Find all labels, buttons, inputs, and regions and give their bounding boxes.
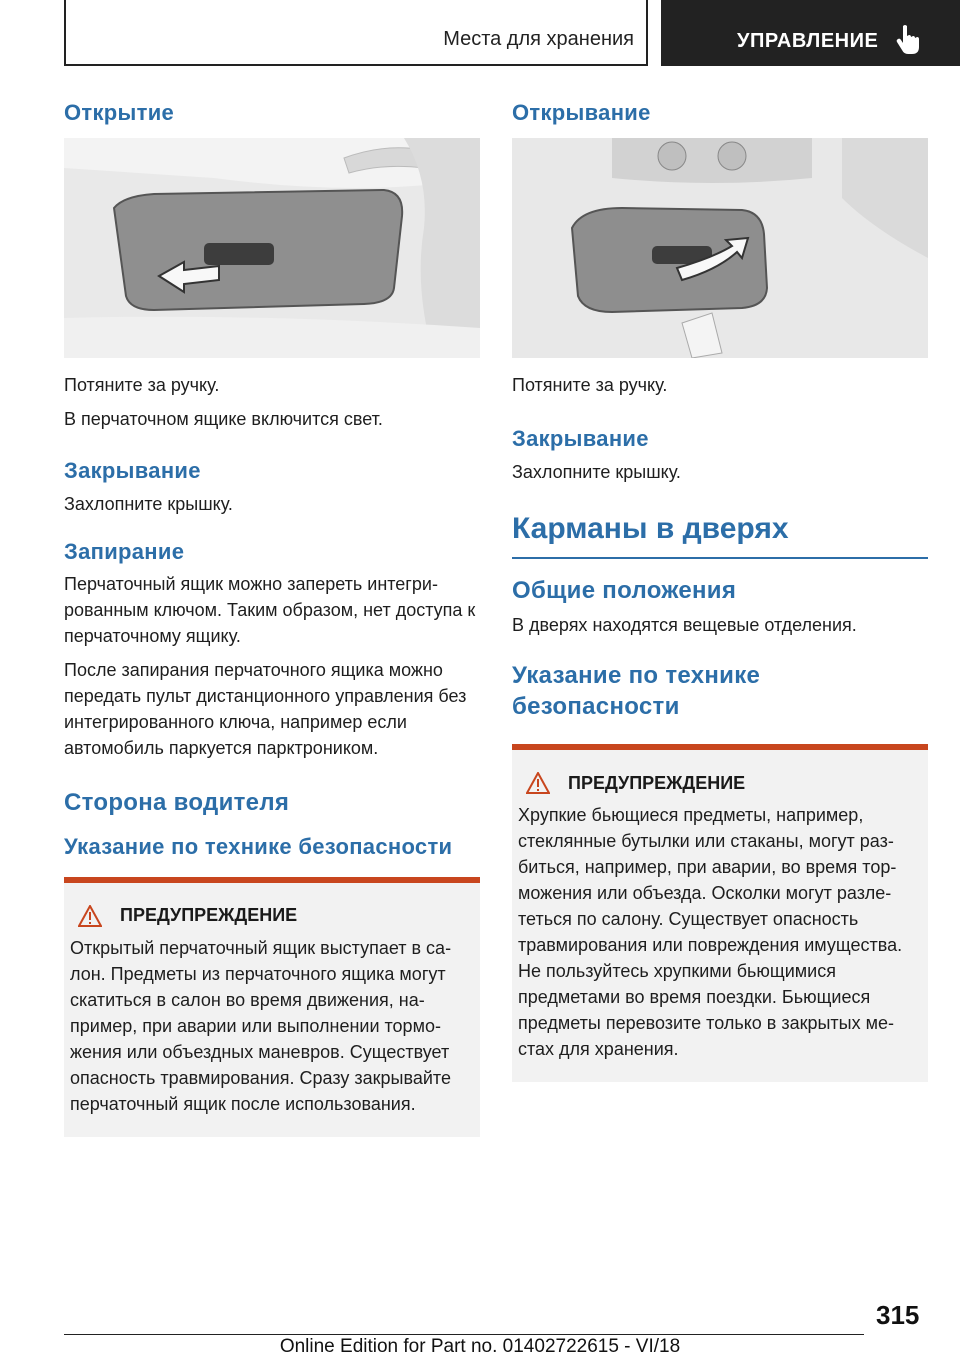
text-close-lid: Захлопните крышку. — [64, 493, 233, 514]
heading-closing-driver: Закрывание — [512, 426, 649, 452]
hand-pointer-icon — [895, 24, 921, 54]
warning-text-doors: Хрупкие бьющиеся предметы, например, стеклянные бутылки или стаканы, могут разбиться, например, при аварии, во время торможения или объезда. Осколки могут разлететься по салону. Существует опасность травмирования или повреждения имущества. Не пользуйтесь хрупкими бьющимися предметами во время поездки. Бьющиеся предметы перевозите только в закрытых местах для хранения. — [518, 805, 903, 1060]
heading-closing: Закрывание — [64, 458, 201, 484]
text-close-lid-driver: Захлопните крышку. — [512, 461, 681, 482]
warning-title-doors: ПРЕДУПРЕЖДЕНИЕ — [568, 772, 746, 793]
left-column — [64, 100, 480, 1137]
text-light-on: В перчаточном ящике включится свет. — [64, 409, 383, 430]
driver-compartment-photo — [512, 138, 928, 358]
right-column — [512, 100, 928, 1082]
header-section-title: Места для хранения — [443, 28, 634, 50]
heading-opening: Открытие — [64, 100, 175, 125]
footer-edition: Online Edition for Part no. 01402722615 - VI/18 — [0, 1336, 960, 1362]
warning-box-doors — [512, 744, 928, 1082]
driver-compartment-arrow-icon — [512, 138, 928, 358]
text-general: В дверях находятся вещевые отделения. — [512, 614, 857, 635]
text-pull-handle: Потяните за ручку. — [64, 375, 220, 396]
heading-safety-note-doors: Указание по технике безопасности — [512, 661, 761, 721]
heading-opening-driver: Открывание — [512, 100, 651, 125]
warning-header — [70, 905, 474, 927]
text-locking-1: Перчаточный ящик можно запереть интегрированным ключом. Таким образом, нет доступа к перчаточному ящику. — [64, 574, 476, 647]
warning-triangle-icon — [526, 772, 550, 794]
header-chapter-box — [661, 0, 960, 66]
glovebox-photo — [64, 138, 480, 358]
heading-driver-side: Сторона водителя — [64, 789, 290, 817]
footer-rule — [64, 1334, 864, 1335]
warning-box — [64, 877, 480, 1137]
glovebox-open-arrow-icon — [64, 138, 480, 358]
page-number: 315 — [876, 1300, 920, 1330]
warning-triangle-icon — [78, 905, 102, 927]
heading-general: Общие положения — [512, 576, 737, 604]
text-pull-handle-driver: Потяните за ручку. — [512, 375, 668, 396]
text-locking-2: После запирания перчаточного ящика можно передать пульт дистанционного управления без интегрированного ключа, например если автомобиль паркуется парктроником. — [64, 660, 467, 759]
warning-header-doors — [518, 772, 922, 794]
heading-safety-note: Указание по технике безопасности — [64, 834, 453, 860]
header-section-box — [64, 0, 648, 66]
warning-text: Открытый перчаточный ящик выступает в салон. Предметы из перчаточного ящика могут скатиться в салон во время движения, например, при аварии или выполнении торможения или объездных маневров. Существует опасность травмирования. Сразу закрывайте перчаточный ящик после использования. — [70, 937, 452, 1114]
warning-title: ПРЕДУПРЕЖДЕНИЕ — [120, 905, 298, 926]
heading-locking: Запирание — [64, 538, 185, 564]
header-chapter-title: УПРАВЛЕНИЕ — [737, 30, 879, 52]
heading-door-pockets: Карманы в дверях — [512, 511, 928, 559]
